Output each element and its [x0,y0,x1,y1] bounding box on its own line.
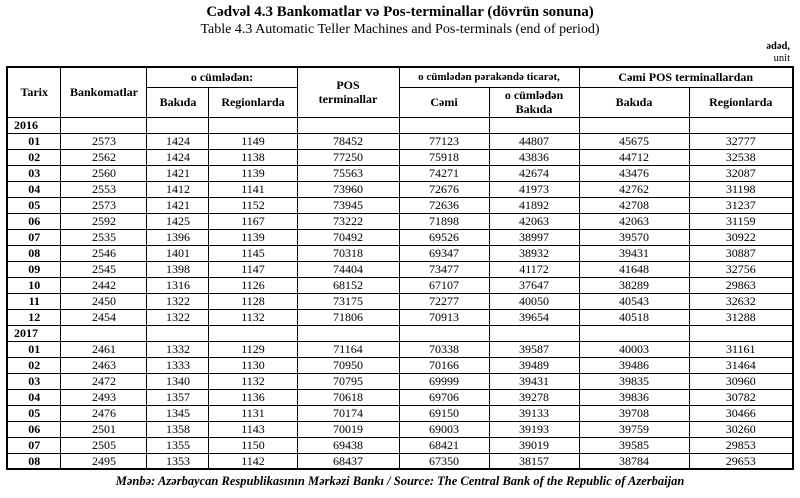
value-cell: 1340 [147,373,209,389]
value-cell: 1421 [147,165,209,181]
value-cell: 38997 [489,229,579,245]
value-cell: 72277 [399,293,489,309]
unit-label-az: ədəd, [766,41,790,52]
value-cell: 1333 [147,357,209,373]
month-label: 08 [7,453,61,469]
value-cell: 1353 [147,453,209,469]
year-row [7,325,793,341]
value-cell: 2461 [61,341,147,357]
value-cell: 73477 [399,261,489,277]
value-cell: 29863 [689,277,793,293]
value-cell: 31464 [689,357,793,373]
value-cell: 2442 [61,277,147,293]
unit-label-en: unit [773,53,790,65]
empty-cell [399,117,489,133]
table-row [7,261,793,277]
table-title-en: Table 4.3 Automatic Teller Machines and Pos-terminals (end of period) [200,22,600,37]
value-cell: 70019 [297,421,399,437]
value-cell: 1401 [147,245,209,261]
value-cell: 77123 [399,133,489,149]
month-label: 02 [7,357,61,373]
month-label: 01 [7,341,61,357]
value-cell: 70166 [399,357,489,373]
header-bankomatlar: Bankomatlar [61,67,147,117]
value-cell: 70492 [297,229,399,245]
header-perakende-ticaret: o cümlədən pərakəndə ticarət, [399,67,579,87]
value-cell: 41172 [489,261,579,277]
value-cell: 2562 [61,149,147,165]
value-cell: 2592 [61,213,147,229]
month-label: 09 [7,261,61,277]
value-cell: 1152 [209,197,297,213]
table-row [7,453,793,469]
value-cell: 75563 [297,165,399,181]
value-cell: 2450 [61,293,147,309]
year-row [7,117,793,133]
value-cell: 70913 [399,309,489,325]
value-cell: 70338 [399,341,489,357]
value-cell: 1421 [147,197,209,213]
table-row [7,357,793,373]
value-cell: 68421 [399,437,489,453]
header-cemi: Cəmi [399,87,489,117]
value-cell: 38932 [489,245,579,261]
month-label: 02 [7,149,61,165]
value-cell: 42063 [579,213,689,229]
value-cell: 69526 [399,229,489,245]
value-cell: 38157 [489,453,579,469]
value-cell: 29853 [689,437,793,453]
value-cell: 1167 [209,213,297,229]
statistics-table [6,66,794,470]
value-cell: 1130 [209,357,297,373]
table-row [7,309,793,325]
value-cell: 70174 [297,405,399,421]
header-o-cumleden-bakida-line2: Bakıda [515,102,553,117]
value-cell: 1424 [147,149,209,165]
table-row [7,197,793,213]
month-label: 08 [7,245,61,261]
value-cell: 1138 [209,149,297,165]
value-cell: 39278 [489,389,579,405]
value-cell: 2573 [61,197,147,213]
value-cell: 40518 [579,309,689,325]
value-cell: 67107 [399,277,489,293]
value-cell: 40543 [579,293,689,309]
value-cell: 39431 [489,373,579,389]
table-row [7,389,793,405]
table-row [7,293,793,309]
table-row [7,373,793,389]
value-cell: 2505 [61,437,147,453]
table-row [7,341,793,357]
value-cell: 1147 [209,261,297,277]
value-cell: 71806 [297,309,399,325]
source-note: Mənbə: Azərbaycan Respublikasının Mərkəzi Bankı / Source: The Central Bank of the Republic of Azerbaijan [115,474,685,489]
table-header [7,67,793,117]
value-cell: 1358 [147,421,209,437]
month-label: 07 [7,437,61,453]
header-o-cumleden-bakida-line1: o cümlədən [504,87,564,102]
empty-cell [579,325,689,341]
value-cell: 1355 [147,437,209,453]
value-cell: 2546 [61,245,147,261]
value-cell: 68437 [297,453,399,469]
value-cell: 39587 [489,341,579,357]
header-cemi-pos-regionlarda: Regionlarda [689,87,793,117]
header-regionlarda: Regionlarda [209,87,297,117]
value-cell: 2476 [61,405,147,421]
table-row [7,277,793,293]
value-cell: 31198 [689,181,793,197]
value-cell: 78452 [297,133,399,149]
empty-cell [489,117,579,133]
value-cell: 39835 [579,373,689,389]
value-cell: 30466 [689,405,793,421]
value-cell: 69438 [297,437,399,453]
empty-cell [399,325,489,341]
table-row [7,437,793,453]
value-cell: 39836 [579,389,689,405]
value-cell: 31288 [689,309,793,325]
value-cell: 2495 [61,453,147,469]
table-row [7,149,793,165]
value-cell: 41648 [579,261,689,277]
table-row [7,405,793,421]
value-cell: 72636 [399,197,489,213]
value-cell: 39489 [489,357,579,373]
month-label: 05 [7,197,61,213]
value-cell: 38784 [579,453,689,469]
value-cell: 1396 [147,229,209,245]
value-cell: 67350 [399,453,489,469]
value-cell: 2454 [61,309,147,325]
value-cell: 1412 [147,181,209,197]
value-cell: 69999 [399,373,489,389]
value-cell: 41892 [489,197,579,213]
value-cell: 42762 [579,181,689,197]
value-cell: 38289 [579,277,689,293]
year-label: 2016 [7,117,61,133]
value-cell: 29653 [689,453,793,469]
empty-cell [297,117,399,133]
header-bakida: Bakıda [147,87,209,117]
month-label: 01 [7,133,61,149]
value-cell: 69150 [399,405,489,421]
value-cell: 42063 [489,213,579,229]
value-cell: 70795 [297,373,399,389]
value-cell: 44712 [579,149,689,165]
table-row [7,133,793,149]
value-cell: 39654 [489,309,579,325]
value-cell: 1141 [209,181,297,197]
value-cell: 32632 [689,293,793,309]
value-cell: 30260 [689,421,793,437]
value-cell: 1149 [209,133,297,149]
value-cell: 73222 [297,213,399,229]
table-row [7,229,793,245]
table-title-az: Cədvəl 4.3 Bankomatlar və Pos-terminallar (dövrün sonuna) [206,4,594,20]
value-cell: 42674 [489,165,579,181]
value-cell: 69706 [399,389,489,405]
value-cell: 2553 [61,181,147,197]
value-cell: 39431 [579,245,689,261]
value-cell: 2560 [61,165,147,181]
table-row [7,245,793,261]
empty-cell [209,117,297,133]
value-cell: 32756 [689,261,793,277]
value-cell: 44807 [489,133,579,149]
value-cell: 1322 [147,293,209,309]
value-cell: 68152 [297,277,399,293]
unit-note [0,41,800,65]
value-cell: 1126 [209,277,297,293]
value-cell: 39193 [489,421,579,437]
value-cell: 73960 [297,181,399,197]
header-pos-terminallar [297,67,399,117]
month-label: 04 [7,389,61,405]
value-cell: 1322 [147,309,209,325]
empty-cell [209,325,297,341]
value-cell: 30782 [689,389,793,405]
value-cell: 1143 [209,421,297,437]
value-cell: 39759 [579,421,689,437]
value-cell: 1145 [209,245,297,261]
value-cell: 39486 [579,357,689,373]
value-cell: 1150 [209,437,297,453]
empty-cell [689,325,793,341]
table-body [7,117,793,469]
empty-cell [147,117,209,133]
value-cell: 40050 [489,293,579,309]
value-cell: 1425 [147,213,209,229]
value-cell: 74404 [297,261,399,277]
value-cell: 43476 [579,165,689,181]
empty-cell [297,325,399,341]
header-pos-line1: POS [336,77,360,92]
value-cell: 71164 [297,341,399,357]
value-cell: 1131 [209,405,297,421]
month-label: 06 [7,421,61,437]
value-cell: 30960 [689,373,793,389]
header-pos-line2: terminallar [318,92,378,107]
value-cell: 1139 [209,229,297,245]
value-cell: 31159 [689,213,793,229]
value-cell: 1357 [147,389,209,405]
header-cemi-pos-terminallardan: Cəmi POS terminallardan [579,67,793,87]
month-label: 03 [7,373,61,389]
value-cell: 39708 [579,405,689,421]
value-cell: 2535 [61,229,147,245]
value-cell: 45675 [579,133,689,149]
empty-cell [579,117,689,133]
month-label: 06 [7,213,61,229]
value-cell: 42708 [579,197,689,213]
value-cell: 41973 [489,181,579,197]
empty-cell [147,325,209,341]
value-cell: 69003 [399,421,489,437]
value-cell: 70318 [297,245,399,261]
value-cell: 1345 [147,405,209,421]
value-cell: 75918 [399,149,489,165]
value-cell: 1139 [209,165,297,181]
value-cell: 72676 [399,181,489,197]
empty-cell [61,117,147,133]
value-cell: 40003 [579,341,689,357]
value-cell: 32538 [689,149,793,165]
header-cemi-pos-bakida: Bakıda [579,87,689,117]
table-row [7,421,793,437]
value-cell: 2545 [61,261,147,277]
value-cell: 71898 [399,213,489,229]
value-cell: 2472 [61,373,147,389]
value-cell: 37647 [489,277,579,293]
month-label: 04 [7,181,61,197]
value-cell: 73175 [297,293,399,309]
value-cell: 43836 [489,149,579,165]
table-row [7,165,793,181]
table-row [7,181,793,197]
value-cell: 73945 [297,197,399,213]
value-cell: 1132 [209,373,297,389]
value-cell: 1129 [209,341,297,357]
value-cell: 30887 [689,245,793,261]
value-cell: 1398 [147,261,209,277]
value-cell: 1128 [209,293,297,309]
month-label: 12 [7,309,61,325]
value-cell: 1132 [209,309,297,325]
value-cell: 32777 [689,133,793,149]
value-cell: 2463 [61,357,147,373]
table-row [7,213,793,229]
month-label: 03 [7,165,61,181]
value-cell: 32087 [689,165,793,181]
month-label: 05 [7,405,61,421]
value-cell: 2573 [61,133,147,149]
value-cell: 1316 [147,277,209,293]
value-cell: 70618 [297,389,399,405]
value-cell: 39570 [579,229,689,245]
value-cell: 1142 [209,453,297,469]
month-label: 07 [7,229,61,245]
value-cell: 77250 [297,149,399,165]
value-cell: 1332 [147,341,209,357]
value-cell: 39133 [489,405,579,421]
value-cell: 74271 [399,165,489,181]
month-label: 10 [7,277,61,293]
empty-cell [489,325,579,341]
empty-cell [689,117,793,133]
value-cell: 1424 [147,133,209,149]
value-cell: 2493 [61,389,147,405]
value-cell: 31237 [689,197,793,213]
value-cell: 39585 [579,437,689,453]
value-cell: 30922 [689,229,793,245]
header-o-cumleden: o cümlədən: [147,67,297,87]
month-label: 11 [7,293,61,309]
value-cell: 2501 [61,421,147,437]
value-cell: 39019 [489,437,579,453]
value-cell: 31161 [689,341,793,357]
value-cell: 69347 [399,245,489,261]
header-tarix: Tarix [7,67,61,117]
value-cell: 70950 [297,357,399,373]
year-label: 2017 [7,325,61,341]
empty-cell [61,325,147,341]
header-o-cumleden-bakida [489,87,579,117]
value-cell: 1136 [209,389,297,405]
